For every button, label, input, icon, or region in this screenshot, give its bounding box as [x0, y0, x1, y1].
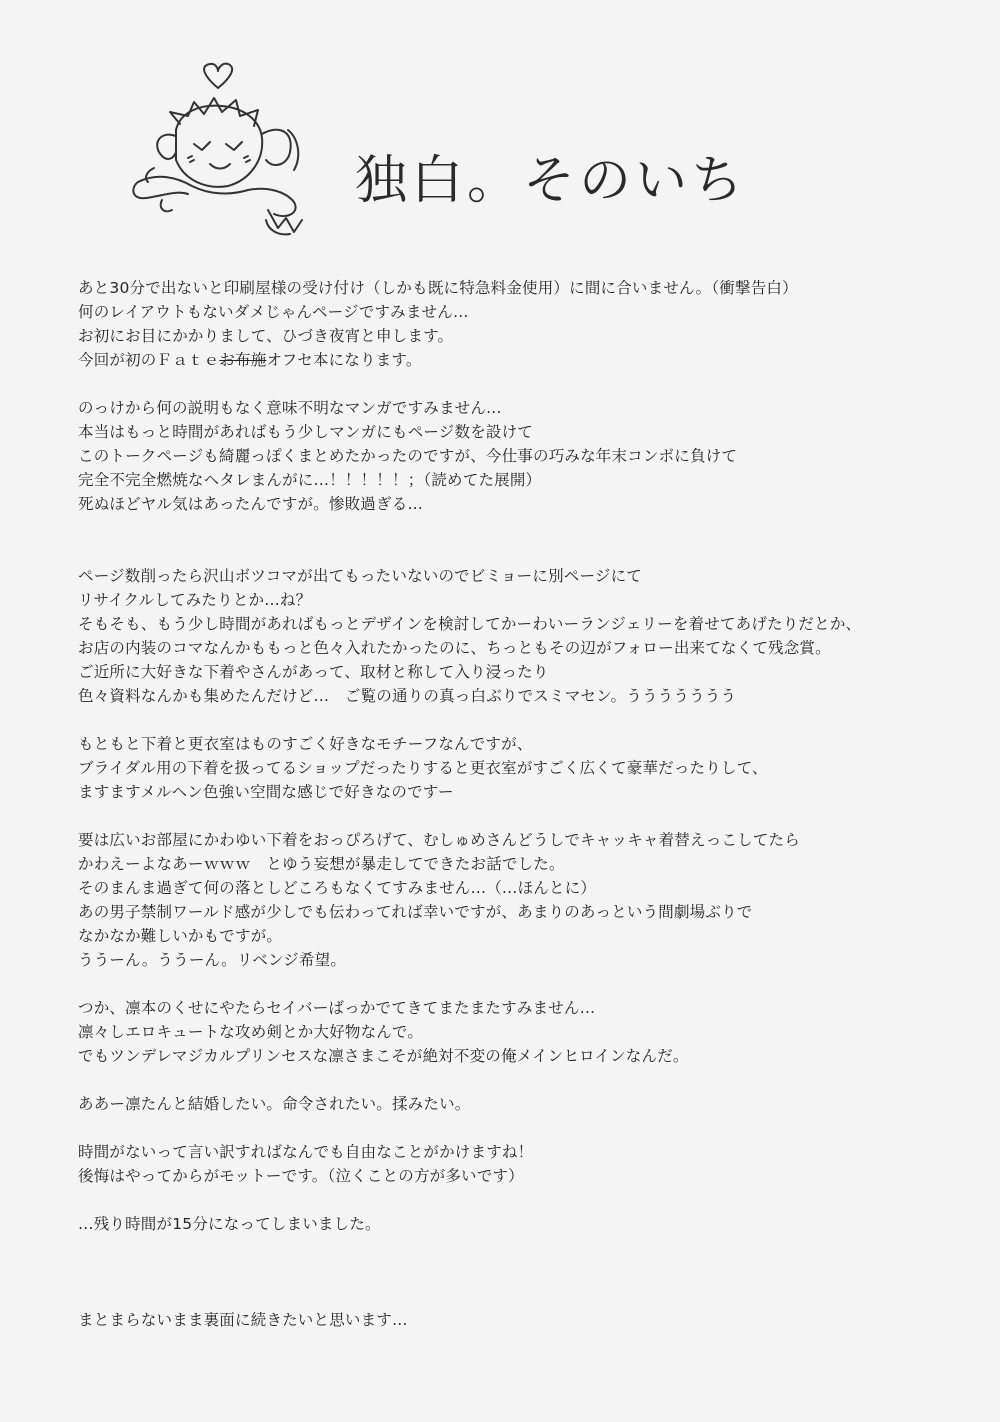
- text-line: 要は広いお部屋にかわゆい下着をおっぴろげて、むしゅめさんどうしでキャッキャ着替えっこしてたら: [78, 831, 800, 849]
- paragraph-5: [78, 828, 958, 972]
- text-line: でもツンデレマジカルプリンセスな凛さまこそが絶対不変の俺メインヒロインなんだ。: [78, 1047, 689, 1065]
- paragraph-3: [78, 564, 958, 708]
- text-line: ページ数削ったら沢山ボツコマが出てもったいないのでビミョーに別ページにて: [78, 567, 642, 585]
- text-line: ご近所に大好きな下着やさんがあって、取材と称して入り浸ったり: [78, 663, 549, 681]
- text-line: あと30分で出ないと印刷屋様の受け付け（しかも既に特急料金使用）に間に合いません。（衝撃告白）: [78, 279, 798, 297]
- chibi-character-doodle: [118, 60, 318, 240]
- heart-icon: [204, 64, 232, 88]
- paragraph-7: [78, 1092, 958, 1116]
- text-line: つか、凛本のくせにやたらセイバーばっかでてきてまたまたすみません…: [78, 999, 596, 1017]
- text-line: このトークページも綺麗っぽくまとめたかったのですが、今仕事の巧みな年末コンボに負けて: [78, 447, 738, 465]
- text-line: 死ぬほどヤル気はあったんですが。惨敗過ぎる…: [78, 495, 424, 513]
- text-line: のっけから何の説明もなく意味不明なマンガですみません…: [78, 399, 502, 417]
- text-line: ブライダル用の下着を扱ってるショップだったりすると更衣室がすごく広くて豪華だったりして、: [78, 759, 768, 777]
- text-line: お店の内装のコマなんかももっと色々入れたかったのに、ちっともその辺がフォロー出来てなくて残念賞。: [78, 639, 831, 657]
- text-line: もともと下着と更衣室はものすごく好きなモチーフなんですが、: [78, 735, 533, 753]
- page-title: 独白。そのいち: [355, 151, 748, 211]
- paragraph-2: [78, 396, 958, 516]
- text-segment: 今回が初のＦａｔｅ: [78, 351, 220, 369]
- struck-text: お布施: [219, 351, 267, 369]
- text-line: ああー凛たんと結婚したい。命令されたい。揉みたい。: [78, 1095, 471, 1113]
- text-line: そもそも、もう少し時間があればもっとデザインを検討してかーわいーランジェリーを着せてあげたりだとか、: [78, 615, 862, 633]
- text-line: 何のレイアウトもないダメじゃんページですみません…: [78, 303, 469, 321]
- paragraph-6: [78, 996, 958, 1068]
- text-line: かわえーよなあーｗｗｗ とゆう妄想が暴走してできたお話でした。: [78, 855, 565, 873]
- text-line: ううーん。ううーん。リベンジ希望。: [78, 951, 347, 969]
- text-line: お初にお目にかかりまして、ひづき夜宵と申します。: [78, 327, 454, 345]
- paragraph-4: [78, 732, 958, 804]
- text-line: まとまらないまま裏面に続きたいと思います…: [78, 1311, 408, 1329]
- text-line: 後悔はやってからがモットーです。（泣くことの方が多いです）: [78, 1167, 524, 1185]
- text-line: 色々資料なんかも集めたんだけど… ご覧の通りの真っ白ぶりでスミマセン。ううううううう: [78, 687, 737, 705]
- paragraph-8: [78, 1140, 958, 1188]
- text-line: なかなか難しいかもですが。: [78, 927, 283, 945]
- text-line: 時間がないって言い訳すればなんでも自由なことがかけますね！: [78, 1143, 534, 1161]
- paragraph-10: [78, 1308, 958, 1332]
- text-segment: オフセ本になります。: [266, 351, 422, 369]
- text-line: あの男子禁制ワールド感が少しでも伝わってれば幸いですが、あまりのあっという間劇場ぶりで: [78, 903, 753, 921]
- text-line: 完全不完全燃焼なヘタレまんがに…！！！！！；（読めてた展開）: [78, 471, 542, 489]
- text-line: 凛々しエロキュートな攻め剣とか大好物なんで。: [78, 1023, 424, 1041]
- paragraph-9: [78, 1212, 958, 1236]
- text-line: そのまんま過ぎて何の落としどころもなくてすみません…（…ほんとに）: [78, 879, 597, 897]
- text-line: リサイクルしてみたりとか…ね？: [78, 591, 312, 609]
- text-line: 本当はもっと時間があればもう少しマンガにもページ数を設けて: [78, 423, 533, 441]
- text-line: …残り時間が15分になってしまいました。: [78, 1215, 381, 1233]
- text-line: [78, 348, 958, 372]
- monologue-text: [78, 276, 958, 1332]
- text-line: ますますメルヘン色強い空間な感じで好きなのですー: [78, 783, 454, 801]
- paragraph-1: [78, 276, 958, 372]
